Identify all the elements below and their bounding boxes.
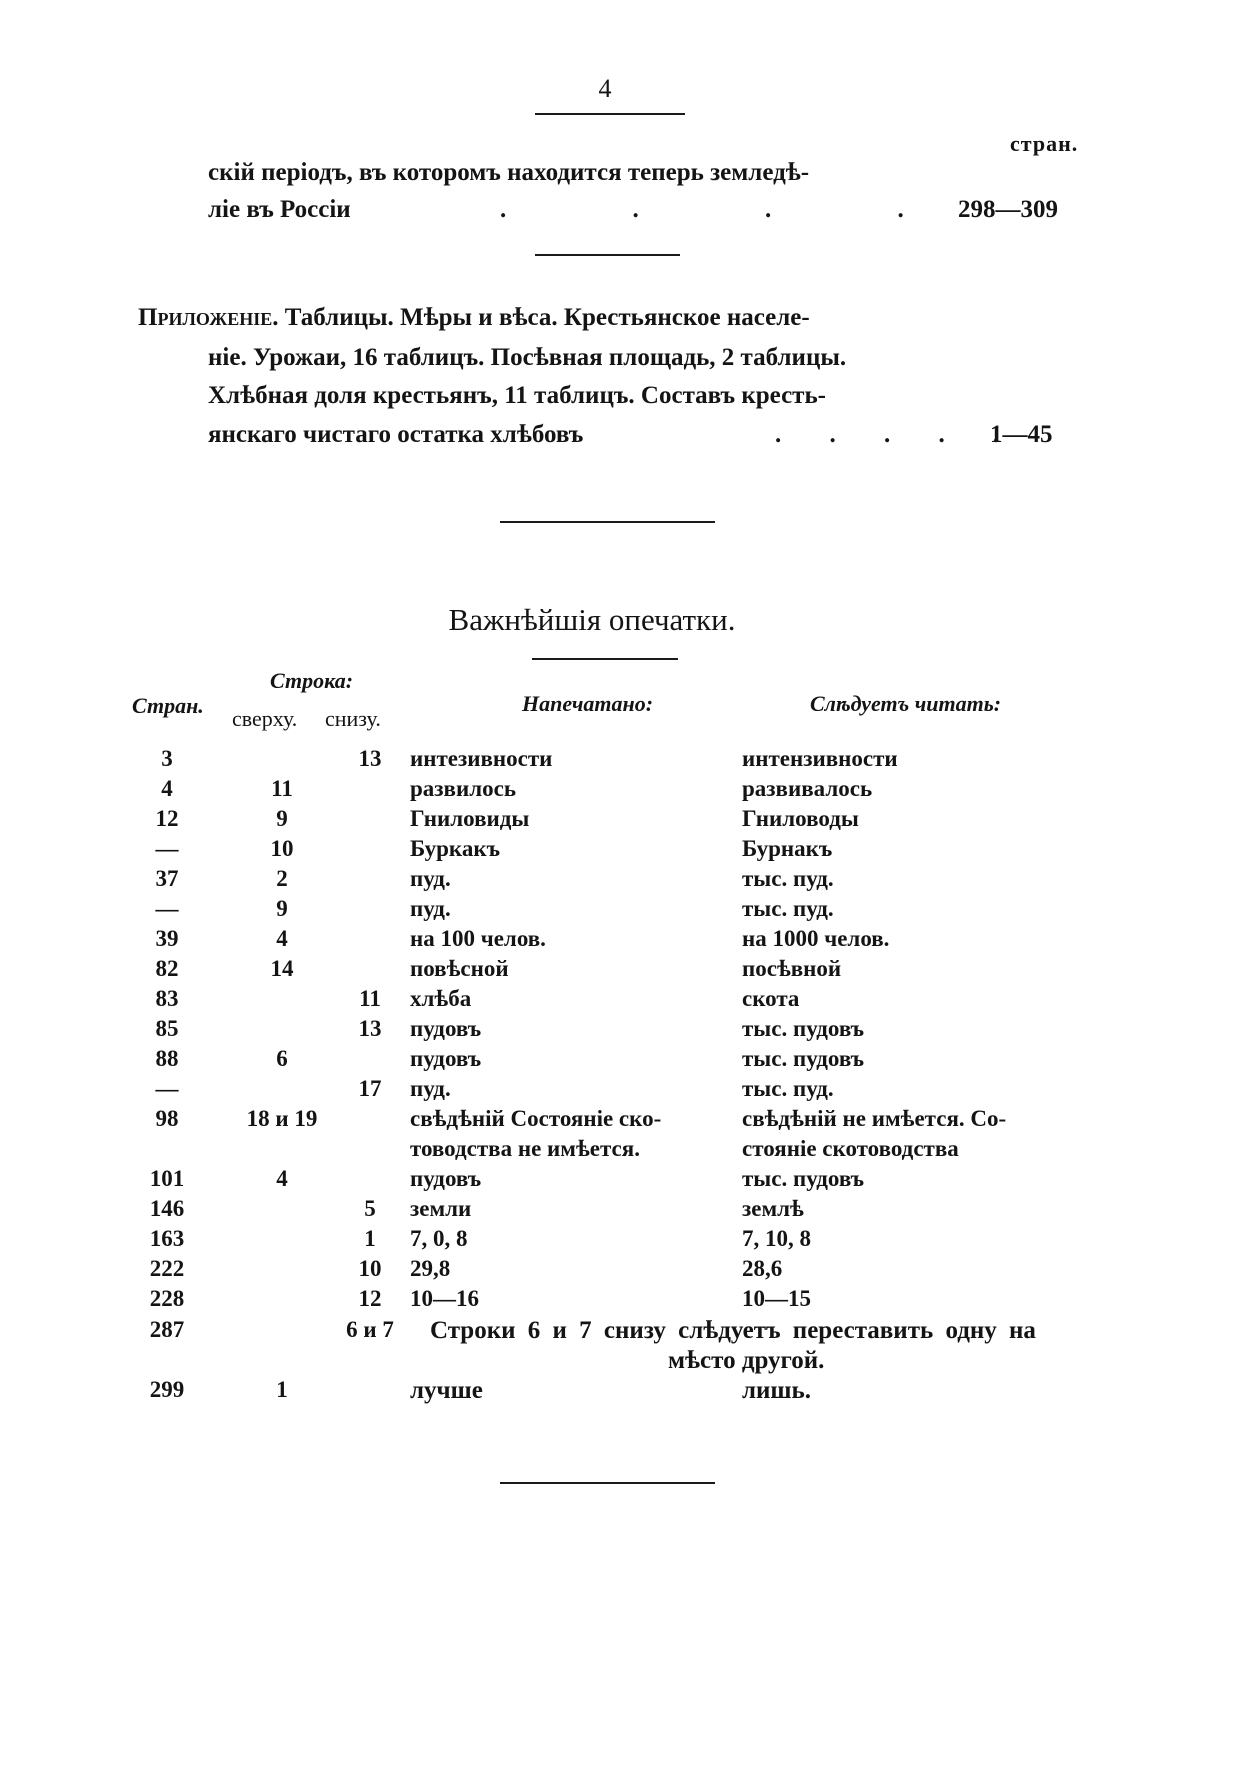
header-read: Слѣдуетъ читать: xyxy=(810,691,1002,716)
errata-cell-read: Бурнакъ xyxy=(742,836,833,861)
errata-cell-read: тыс. пуд. xyxy=(742,896,834,921)
errata-cell-printed: пуд. xyxy=(410,896,451,921)
errata-cell-bottom: 5 xyxy=(364,1196,376,1221)
errata-cell-printed: развилось xyxy=(410,776,516,801)
errata-cell-read: стояніе скотоводства xyxy=(742,1136,959,1161)
errata-cell-top: 14 xyxy=(270,956,294,981)
errata-cell-page: 146 xyxy=(149,1196,185,1221)
errata-cell-page: 98 xyxy=(155,1106,179,1131)
errata-cell-printed: повѣсной xyxy=(410,956,509,981)
errata-cell-page: 37 xyxy=(155,866,179,891)
errata-cell-printed: 7, 0, 8 xyxy=(410,1226,468,1251)
errata-cell-printed: пудовъ xyxy=(410,1046,482,1071)
errata-cell-printed: свѣдѣній Состояніе ско- xyxy=(410,1106,662,1131)
errata-cell-page: 163 xyxy=(149,1226,185,1251)
toc-entry-pages: 298—309 xyxy=(958,196,1058,223)
errata-cell-read: интензивности xyxy=(742,746,898,771)
errata-cell-read: свѣдѣній не имѣется. Со- xyxy=(742,1106,1007,1131)
errata-cell-page: 3 xyxy=(161,746,173,771)
toc-rule xyxy=(535,254,680,256)
header-from-top: сверху. xyxy=(232,706,298,731)
errata-cell-page: 82 xyxy=(155,956,179,981)
errata-cell-bottom: 1 xyxy=(364,1226,376,1251)
errata-title: Важнѣйшія опечатки. xyxy=(448,602,736,637)
errata-cell-read: развивалось xyxy=(742,776,873,801)
appendix-lead: Приложеніе. xyxy=(138,304,279,331)
errata-cell-top: 9 xyxy=(276,896,288,921)
errata-cell-printed: пуд. xyxy=(410,866,451,891)
errata-cell-top: 10 xyxy=(270,836,294,861)
errata-row-299-printed: лучше xyxy=(410,1377,483,1404)
errata-cell-top: 9 xyxy=(276,806,288,831)
errata-cell-top: 6 xyxy=(276,1046,288,1071)
errata-cell-top: 2 xyxy=(276,866,288,891)
errata-cell-printed: Гниловиды xyxy=(410,806,530,831)
errata-cell-printed: 10—16 xyxy=(410,1286,479,1311)
errata-cell-printed: пудовъ xyxy=(410,1016,482,1041)
section-rule xyxy=(500,521,715,523)
appendix-line1-text: Таблицы. Мѣры и вѣса. Крестьянское населе- xyxy=(278,304,810,331)
header-page: Стран. xyxy=(132,693,204,718)
errata-cell-bottom: 10 xyxy=(358,1256,382,1281)
errata-cell-page: — xyxy=(155,836,179,861)
toc-entry-line2: ліе въ Россіи xyxy=(208,196,351,223)
errata-cell-printed: на 100 челов. xyxy=(410,926,546,951)
errata-row-299-read: лишь. xyxy=(742,1377,812,1404)
errata-cell-page: 228 xyxy=(149,1286,185,1311)
appendix-line2: ніе. Урожаи, 16 таблицъ. Посѣвная площадь, 2 таблицы. xyxy=(208,344,847,371)
errata-cell-page: 101 xyxy=(149,1166,185,1191)
errata-cell-page: 83 xyxy=(155,986,179,1011)
errata-cell-page: — xyxy=(155,896,179,921)
appendix-pages: 1—45 xyxy=(990,421,1053,448)
appendix-line4: янскаго чистаго остатка хлѣбовъ xyxy=(208,421,584,448)
errata-cell-page: 4 xyxy=(161,776,173,801)
errata-cell-bottom: 12 xyxy=(358,1286,382,1311)
errata-cell-read: землѣ xyxy=(742,1196,804,1221)
errata-title-rule xyxy=(532,658,678,660)
errata-cell-printed: земли xyxy=(410,1196,472,1221)
header-printed: Напечатано: xyxy=(522,691,654,716)
errata-cell-read: посѣвной xyxy=(742,956,842,981)
errata-cell-page: 12 xyxy=(155,806,179,831)
errata-row-299-page: 299 xyxy=(149,1377,185,1402)
errata-row-287-page: 287 xyxy=(149,1317,185,1342)
errata-row-287-lines: 6 и 7 xyxy=(346,1317,394,1342)
header-rule xyxy=(535,113,685,115)
bottom-rule xyxy=(500,1482,715,1484)
errata-cell-printed: 29,8 xyxy=(410,1256,451,1281)
errata-cell-read: тыс. пудовъ xyxy=(742,1016,865,1041)
errata-cell-top: 18 и 19 xyxy=(246,1106,318,1131)
appendix-leaders: . . . . . xyxy=(775,421,1000,448)
header-from-bottom: снизу. xyxy=(325,706,381,731)
errata-cell-page: — xyxy=(155,1076,179,1101)
errata-cell-printed: интезивности xyxy=(410,746,553,771)
toc-entry-line1: скій періодъ, въ которомъ находится теперь земледѣ- xyxy=(208,159,810,186)
appendix-line3: Хлѣбная доля крестьянъ, 11 таблицъ. Составъ кресть- xyxy=(208,382,827,409)
appendix-line1 xyxy=(138,305,810,330)
errata-cell-read: 7, 10, 8 xyxy=(742,1226,811,1251)
errata-cell-bottom: 13 xyxy=(358,1016,382,1041)
page-number: 4 xyxy=(598,74,612,103)
errata-cell-read: тыс. пуд. xyxy=(742,1076,834,1101)
errata-cell-read: скота xyxy=(742,986,800,1011)
errata-row-299-top: 1 xyxy=(276,1377,288,1402)
errata-cell-page: 39 xyxy=(155,926,179,951)
toc-entry-leaders: . . . . xyxy=(500,196,904,223)
errata-cell-top: 11 xyxy=(271,776,293,801)
errata-cell-read: 28,6 xyxy=(742,1256,783,1281)
errata-cell-read: 10—15 xyxy=(742,1286,811,1311)
pages-column-label: стран. xyxy=(1010,131,1079,156)
errata-cell-read: тыс. пуд. xyxy=(742,866,834,891)
errata-note-287-line1: Строки 6 и 7 снизу слѣдуетъ переставить одну на xyxy=(430,1317,1036,1344)
errata-cell-printed: товодства не имѣется. xyxy=(410,1136,640,1161)
errata-cell-read: на 1000 челов. xyxy=(742,926,890,951)
errata-cell-read: тыс. пудовъ xyxy=(742,1046,865,1071)
errata-cell-printed: пудовъ xyxy=(410,1166,482,1191)
errata-cell-page: 88 xyxy=(155,1046,179,1071)
errata-cell-printed: Буркакъ xyxy=(410,836,500,861)
errata-cell-printed: хлѣба xyxy=(410,986,472,1011)
errata-cell-bottom: 13 xyxy=(358,746,382,771)
errata-cell-page: 222 xyxy=(149,1256,185,1281)
errata-cell-read: тыс. пудовъ xyxy=(742,1166,865,1191)
errata-cell-read: Гниловоды xyxy=(742,806,859,831)
errata-cell-printed: пуд. xyxy=(410,1076,451,1101)
errata-cell-top: 4 xyxy=(276,1166,288,1191)
errata-cell-bottom: 17 xyxy=(358,1076,382,1101)
errata-note-287-line2: мѣсто другой. xyxy=(668,1347,825,1374)
errata-cell-page: 85 xyxy=(155,1016,179,1041)
header-line: Строка: xyxy=(270,668,354,693)
errata-cell-top: 4 xyxy=(276,926,288,951)
errata-cell-bottom: 11 xyxy=(359,986,381,1011)
